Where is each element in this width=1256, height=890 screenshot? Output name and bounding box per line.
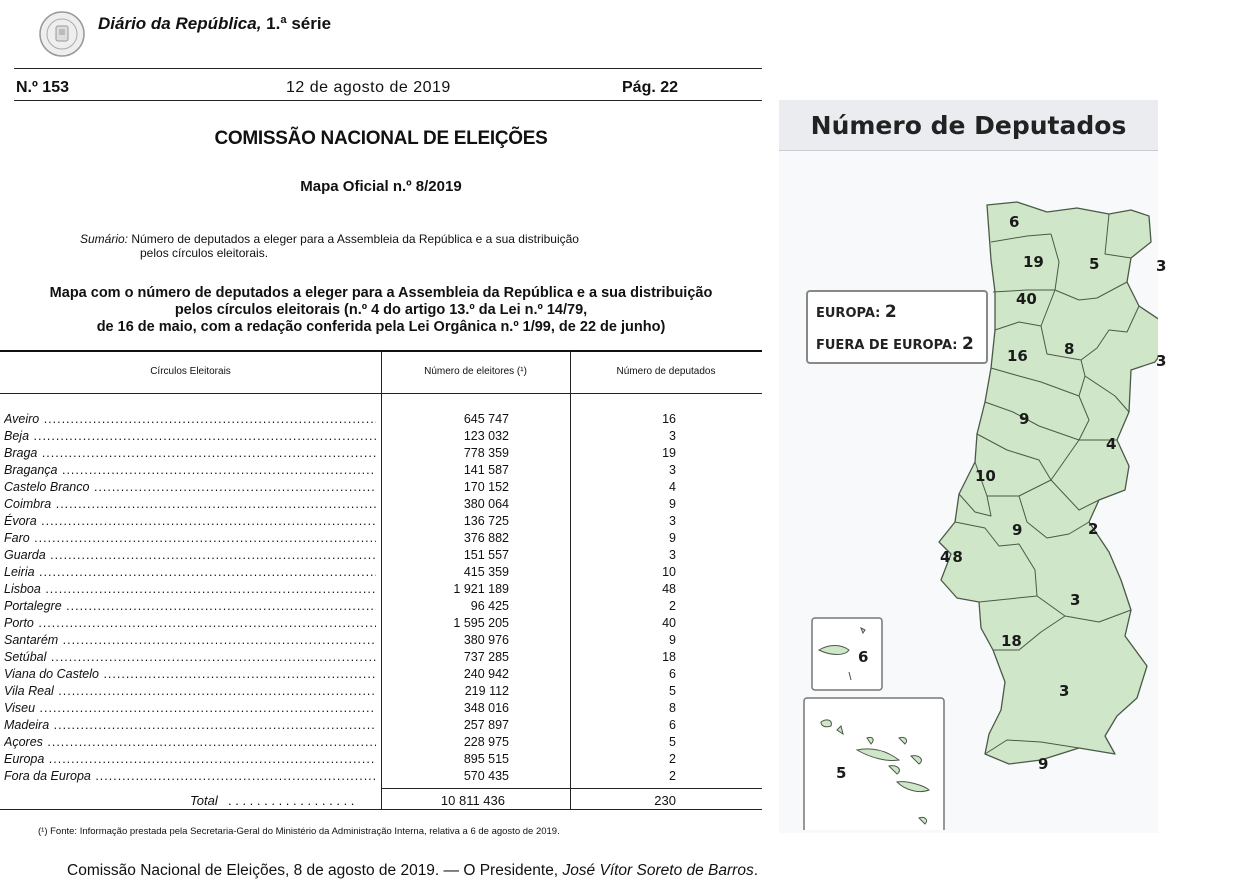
seat-count: 48 (662, 582, 676, 596)
seat-count: 8 (669, 701, 676, 715)
fora-value: 2 (961, 334, 974, 354)
summary (80, 232, 720, 260)
seat-count: 19 (662, 446, 676, 460)
voter-count: 895 515 (463, 752, 509, 766)
table-row (4, 564, 764, 581)
district-seats-guarda: 3 (1156, 352, 1167, 370)
seat-count: 9 (669, 633, 676, 647)
district-seats-lisboa: 48 (940, 548, 965, 566)
total-row (0, 791, 762, 809)
seat-count: 4 (669, 480, 676, 494)
circle-name: Açores ..... (4, 734, 376, 751)
seat-count: 5 (669, 735, 676, 749)
seat-count: 5 (669, 684, 676, 698)
voter-count: 1 921 189 (453, 582, 509, 596)
issue-number: N.º 153 (16, 79, 69, 96)
circle-name: Portalegre ..... (4, 598, 376, 615)
voter-count: 348 016 (463, 701, 509, 715)
voter-count: 778 359 (463, 446, 509, 460)
district-seats-braga: 19 (1023, 253, 1044, 271)
coat-of-arms-seal (38, 10, 86, 58)
district-seats-leiria: 10 (975, 467, 996, 485)
seat-count: 16 (662, 412, 676, 426)
table-row (4, 666, 764, 683)
district-seats-acores: 5 (836, 764, 847, 782)
voter-count: 1 595 205 (453, 616, 509, 630)
circle-name: Guarda ..... (4, 547, 376, 564)
europa-legend (806, 290, 988, 364)
seat-count: 2 (669, 769, 676, 783)
seat-count: 3 (669, 429, 676, 443)
voter-count: 170 152 (463, 480, 509, 494)
district-seats-vilareal: 5 (1089, 255, 1100, 273)
page-number: Pág. 22 (622, 79, 679, 96)
district-seats-evora: 3 (1070, 591, 1081, 609)
header-bottom-rule (14, 100, 762, 101)
district-seats-faro: 9 (1038, 755, 1049, 773)
table-row (4, 530, 764, 547)
circle-name: Aveiro ..... (4, 411, 376, 428)
district-seats-castelobranco: 4 (1106, 435, 1117, 453)
voter-count: 645 747 (463, 412, 509, 426)
voter-count: 240 942 (463, 667, 509, 681)
europa-label: EUROPA: (816, 306, 881, 321)
seat-count: 2 (669, 599, 676, 613)
table-row (4, 462, 764, 479)
table-title-line: de 16 de maio, com a redação conferida pela Lei Orgânica n.º 1/99, de 22 de junho) (96, 319, 666, 335)
circle-name: Beja ..... (4, 428, 376, 445)
seat-count: 6 (669, 718, 676, 732)
circle-name: Coimbra ..... (4, 496, 376, 513)
table-row (4, 428, 764, 445)
col-header-voters: Número de eleitores (¹) (424, 366, 527, 377)
circle-name: Santarém ..... (4, 632, 376, 649)
circle-name: Lisboa ..... (4, 581, 376, 598)
circle-name: Braga ..... (4, 445, 376, 462)
district-seats-viseu: 8 (1064, 340, 1075, 358)
table-row (4, 768, 764, 785)
table-row (4, 700, 764, 717)
table-row (4, 615, 764, 632)
seat-count: 3 (669, 463, 676, 477)
table-row (4, 717, 764, 734)
table-row (4, 683, 764, 700)
circle-name: Madeira ..... (4, 717, 376, 734)
district-seats-santarem: 9 (1012, 521, 1023, 539)
circle-name: Bragança ..... (4, 462, 376, 479)
circle-name: Castelo Branco ..... (4, 479, 376, 496)
signature-line: Comissão Nacional de Eleições, 8 de agosto de 2019. — O Presidente, José Vítor Soreto de Barros. (67, 862, 759, 879)
header-top-rule (14, 68, 762, 69)
table-row (4, 581, 764, 598)
voter-count: 123 032 (463, 429, 509, 443)
voter-count: 151 557 (463, 548, 509, 562)
district-seats-porto: 40 (1016, 290, 1037, 308)
col-header-seats: Número de deputados (616, 366, 716, 377)
table-row (4, 445, 764, 462)
table-row (4, 751, 764, 768)
voter-count: 96 425 (470, 599, 509, 613)
table-row (4, 479, 764, 496)
voter-count: 380 976 (463, 633, 509, 647)
voter-count: 136 725 (463, 514, 509, 528)
seat-count: 9 (669, 497, 676, 511)
voter-count: 219 112 (464, 684, 509, 698)
summary-label: Sumário: (80, 232, 129, 246)
circle-name: Vila Real ..... (4, 683, 376, 700)
table-row (4, 598, 764, 615)
table-bottom-rule (0, 809, 762, 810)
voter-count: 228 975 (463, 735, 509, 749)
summary-text: Número de deputados a eleger para a Assembleia da República e a sua distribuição (128, 232, 579, 246)
circle-name: Évora ..... (4, 513, 376, 530)
total-seats: 230 (654, 793, 676, 808)
organization-heading: COMISSÃO NACIONAL DE ELEIÇÕES (214, 128, 548, 149)
circle-name: Porto ..... (4, 615, 376, 632)
seat-count: 9 (669, 531, 676, 545)
district-seats-madeira: 6 (858, 648, 869, 666)
summary-text-cont: pelos círculos eleitorais. (140, 246, 269, 260)
voter-count: 257 897 (463, 718, 509, 732)
district-seats-braganca: 3 (1156, 257, 1167, 275)
total-voters: 10 811 436 (440, 793, 505, 808)
seat-count: 2 (669, 752, 676, 766)
table-row (4, 411, 764, 428)
total-dots: . . . . . . . . . . . . . . . . . . (228, 793, 355, 808)
district-seats-beja: 3 (1059, 682, 1070, 700)
gazette-title: Diário da República, 1.ª série (98, 14, 332, 33)
circle-name: Viana do Castelo ..... (4, 666, 376, 683)
voter-count: 570 435 (463, 769, 509, 783)
total-rule (381, 788, 762, 789)
portugal-map (779, 150, 1158, 830)
table-row (4, 734, 764, 751)
map-panel-title: Número de Deputados (810, 111, 1127, 140)
district-seats-viana: 6 (1009, 213, 1020, 231)
table-row (4, 496, 764, 513)
district-seats-aveiro: 16 (1007, 347, 1028, 365)
voter-count: 141 587 (463, 463, 509, 477)
seat-count: 3 (669, 548, 676, 562)
seat-count: 10 (662, 565, 676, 579)
seat-count: 18 (662, 650, 676, 664)
voter-count: 737 285 (463, 650, 509, 664)
document-title: Mapa Oficial n.º 8/2019 (300, 178, 462, 195)
col-header-circles: Círculos Eleitorais (150, 366, 231, 377)
table-title (0, 285, 762, 336)
footnote: (¹) Fonte: Informação prestada pela Secretaria-Geral do Ministério da Administração Interna, relativa a 6 de agosto de 2019. (38, 826, 560, 837)
table-row (4, 649, 764, 666)
table-row (4, 632, 764, 649)
circle-name: Faro ..... (4, 530, 376, 547)
circle-name: Leiria ..... (4, 564, 376, 581)
fora-label: FUERA DE EUROPA: (816, 338, 958, 353)
circle-name: Viseu ..... (4, 700, 376, 717)
table-title-line: Mapa com o número de deputados a eleger para a Assembleia da República e a sua distribuição (49, 285, 713, 301)
europa-value: 2 (884, 302, 897, 322)
table-title-line: pelos círculos eleitorais (n.º 4 do artigo 13.º da Lei n.º 14/79, (174, 302, 588, 318)
table-row (4, 547, 764, 564)
total-label: Total (190, 793, 218, 808)
table-row (4, 513, 764, 530)
voter-count: 415 359 (463, 565, 509, 579)
circle-name: Setúbal ..... (4, 649, 376, 666)
voter-count: 376 882 (463, 531, 509, 545)
issue-date: 12 de agosto de 2019 (286, 79, 451, 96)
district-seats-portalegre: 2 (1088, 520, 1099, 538)
seat-count: 40 (662, 616, 676, 630)
district-seats-coimbra: 9 (1019, 410, 1030, 428)
voter-count: 380 064 (463, 497, 509, 511)
circle-name: Europa ..... (4, 751, 376, 768)
seat-count: 6 (669, 667, 676, 681)
district-seats-setubal: 18 (1001, 632, 1022, 650)
seat-count: 3 (669, 514, 676, 528)
circle-name: Fora da Europa ..... (4, 768, 376, 785)
